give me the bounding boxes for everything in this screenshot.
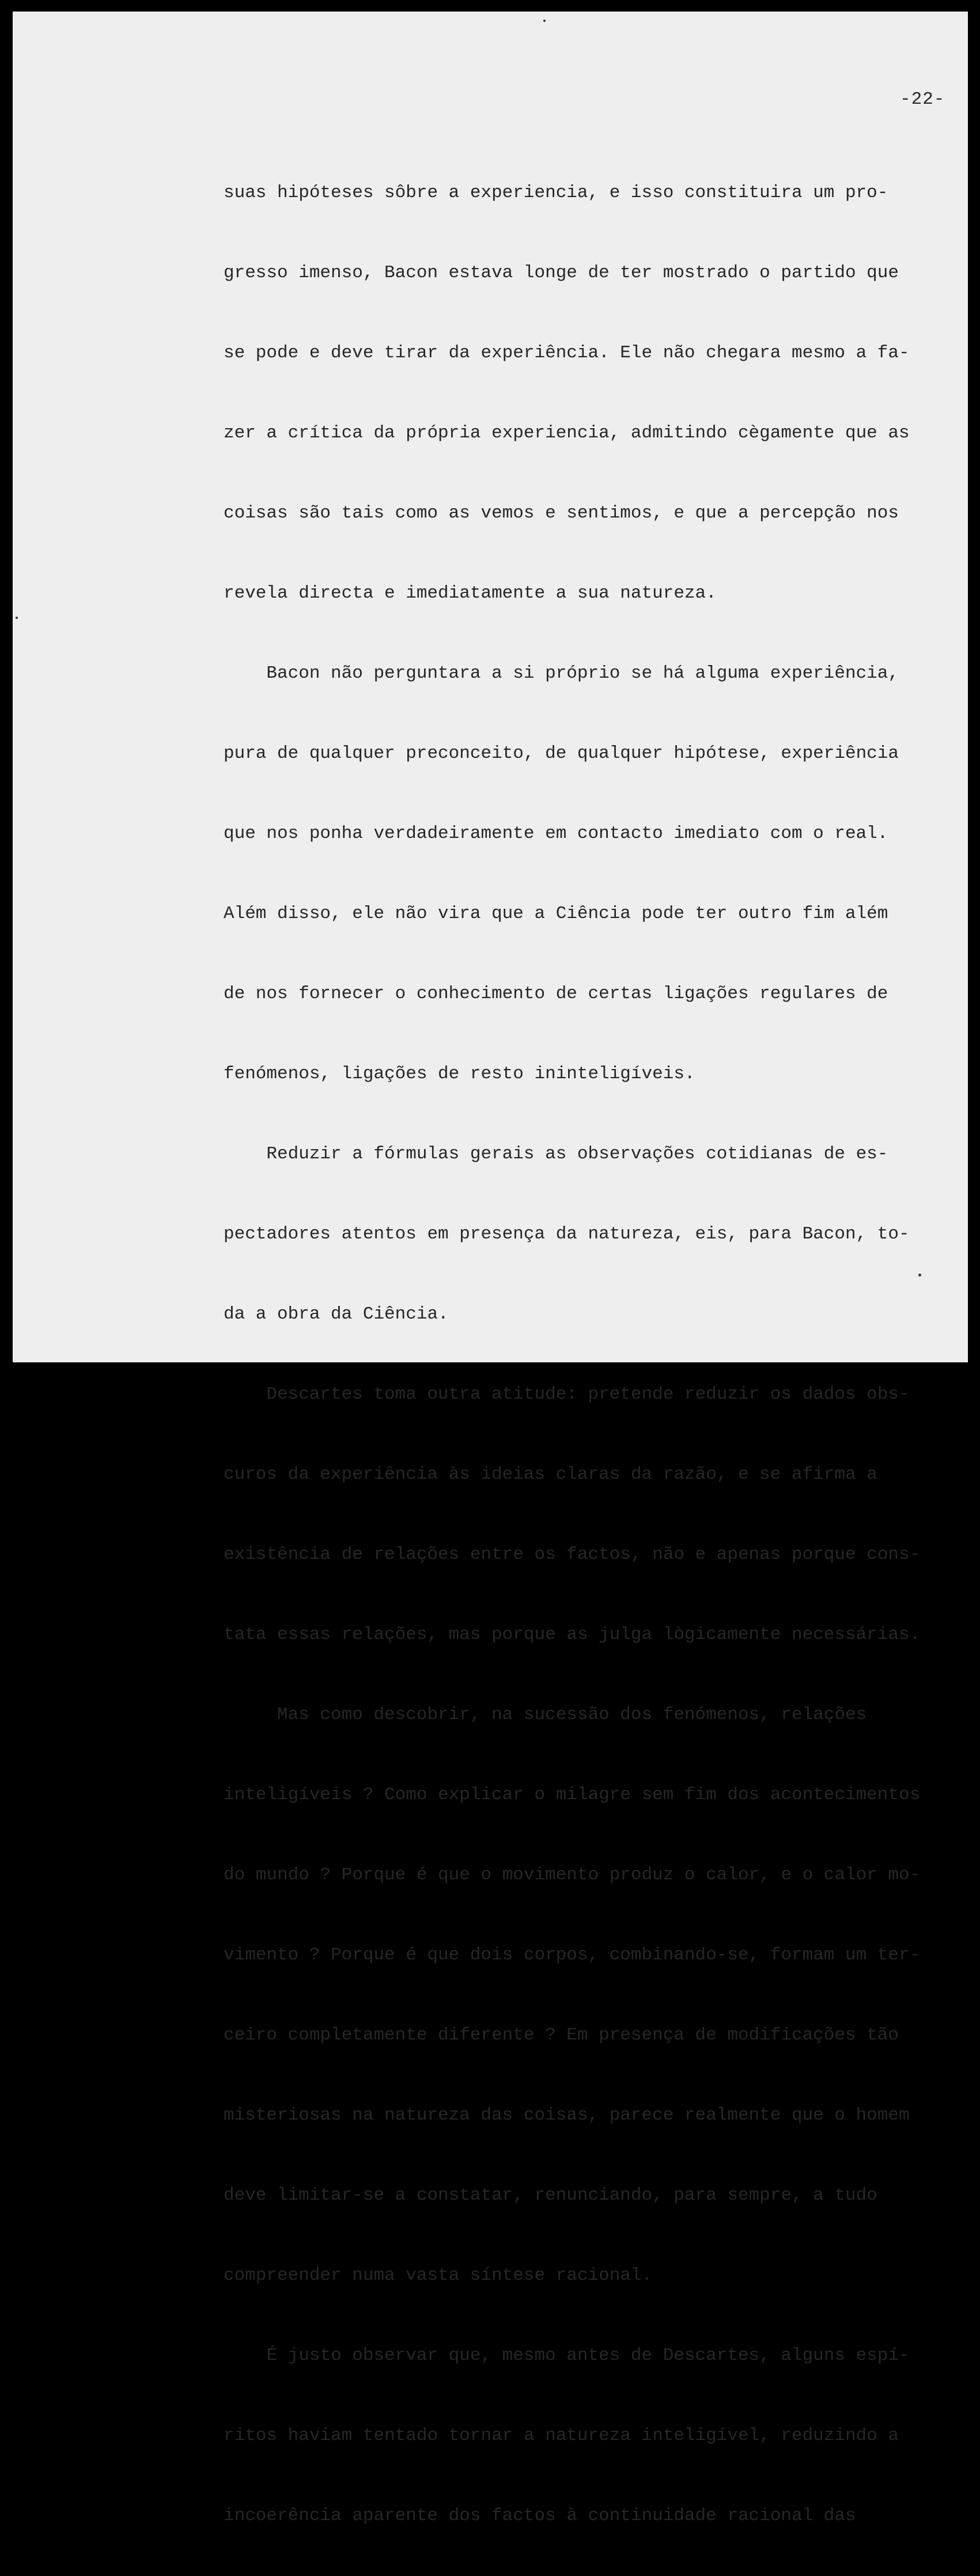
text-line: que nos ponha verdadeiramente em contacto imediato com o real. <box>224 824 888 844</box>
text-line: inteligíveis ? Como explicar o milagre sem fim dos acontecimentos <box>224 1785 921 1805</box>
text-line: Bacon não perguntara a si próprio se há alguma experiência, <box>224 663 899 683</box>
text-line: gresso imenso, Bacon estava longe de ter mostrado o partido que <box>224 263 899 283</box>
typewritten-page <box>13 12 968 2526</box>
paper-speck <box>543 20 546 22</box>
text-line: pura de qualquer preconceito, de qualquer hipótese, experiência <box>224 743 899 764</box>
text-line: Além disso, ele não vira que a Ciência pode ter outro fim além <box>224 904 888 924</box>
text-line: compreender numa vasta síntese racional. <box>224 2265 653 2286</box>
text-line: Mas como descobrir, na sucessão dos fenómenos, relações <box>224 1705 867 1725</box>
text-line: zer a crítica da própria experiencia, admitindo cègamente que as <box>224 423 910 443</box>
text-line: da a obra da Ciência. <box>224 1304 449 1324</box>
text-line: se pode e deve tirar da experiência. Ele não chegara mesmo a fa- <box>224 343 910 363</box>
text-line: vimento ? Porque é que dois corpos, combinando-se, formam um ter- <box>224 1945 921 1965</box>
body-text <box>224 133 967 2576</box>
text-line: fenómenos, ligações de resto ininteligíveis. <box>224 1064 695 1084</box>
text-line: existência de relações entre os factos, não e apenas porque cons- <box>224 1544 921 1565</box>
text-line: revela directa e imediatamente a sua natureza. <box>224 583 717 603</box>
text-line: deve limitar-se a constatar, renunciando, para sempre, a tudo <box>224 2185 877 2205</box>
text-line: ceiro completamente diferente ? Em presença de modificações tão <box>224 2025 899 2045</box>
text-line: Descartes toma outra atitude: pretende reduzir os dados obs- <box>224 1384 910 1404</box>
text-line: curos da experiência às ideias claras da razão, e se afirma a <box>224 1464 877 1485</box>
text-line: do mundo ? Porque é que o movimento produz o calor, e o calor mo- <box>224 1865 921 1885</box>
text-line: misteriosas na natureza das coisas, parece realmente que o homem <box>224 2105 910 2125</box>
text-line: É justo observar que, mesmo antes de Descartes, alguns espí- <box>224 2345 910 2366</box>
page-number: -22- <box>900 89 945 109</box>
paper-speck <box>918 1274 921 1276</box>
text-line: coisas são tais como as vemos e sentimos, e que a percepção nos <box>224 503 899 523</box>
text-line: incoerência aparente dos factos à continuidade racional das <box>224 2506 856 2526</box>
text-line: suas hipóteses sôbre a experiencia, e isso constituira um pro- <box>224 183 888 203</box>
text-line: ritos haviam tentado tornar a natureza inteligível, reduzindo a <box>224 2426 899 2446</box>
text-line: de nos fornecer o conhecimento de certas ligações regulares de <box>224 984 888 1004</box>
text-line: pectadores atentos em presença da natureza, eis, para Bacon, to- <box>224 1224 910 1244</box>
text-line: Reduzir a fórmulas gerais as observações cotidianas de es- <box>224 1144 888 1164</box>
text-line: tata essas relações, mas porque as julga lògicamente necessárias. <box>224 1625 921 1645</box>
paper-speck <box>16 617 18 619</box>
